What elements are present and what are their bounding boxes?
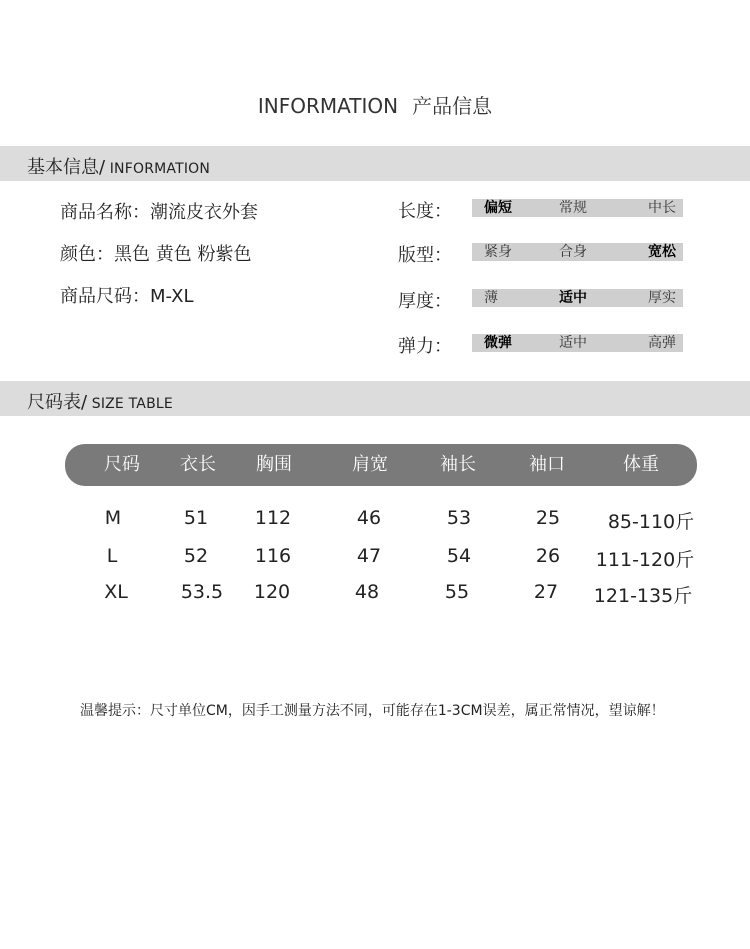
cell-sleeve: 53 [446,507,472,529]
header-cuff: 袖口 [529,454,565,475]
length-option-long: 中长 [648,200,676,216]
cell-chest: 112 [254,507,292,529]
elasticity-option-slight: 微弹 [484,335,512,351]
thickness-scale [472,289,683,307]
fit-label: 版型： [398,245,452,266]
cell-sleeve: 54 [446,545,472,567]
length-label: 长度： [398,201,452,222]
thickness-option-thick: 厚实 [648,290,676,306]
elasticity-option-medium: 适中 [559,335,587,351]
thickness-label: 厚度： [398,291,452,312]
basic-info-title-en: INFORMATION [105,161,211,177]
cell-cuff: 26 [535,545,561,567]
cell-size: XL [104,581,128,603]
cell-shoulder: 47 [356,545,382,567]
product-sizes: 商品尺码：M-XL [60,286,194,307]
cell-shoulder: 48 [354,581,380,603]
cell-weight: 85-110斤 [607,511,695,533]
cell-size: L [106,545,118,567]
length-option-regular: 常规 [559,200,587,216]
size-footnote: 温馨提示：尺寸单位CM，因手工测量方法不同，可能存在1-3CM误差，属正常情况，望谅解！ [80,703,665,719]
header-size: 尺码 [104,454,140,475]
header-shoulder: 肩宽 [352,454,388,475]
elasticity-scale [472,334,683,352]
cell-shoulder: 46 [356,507,382,529]
header-weight: 体重 [623,454,659,475]
length-option-short: 偏短 [484,200,512,216]
thickness-option-thin: 薄 [484,290,498,306]
length-scale [472,199,683,217]
size-table-title-zh: 尺码表/ [27,392,88,413]
page-title-en: INFORMATION [257,94,399,118]
cell-size: M [104,507,122,529]
elasticity-label: 弹力： [398,336,452,357]
fit-option-regular: 合身 [559,244,587,260]
cell-weight: 111-120斤 [595,549,695,571]
thickness-option-medium: 适中 [559,290,587,306]
cell-chest: 120 [253,581,291,603]
fit-scale [472,243,683,261]
product-name: 商品名称：潮流皮衣外套 [60,202,258,223]
elasticity-option-high: 高弹 [648,335,676,351]
size-table-section-title [27,388,173,414]
cell-weight: 121-135斤 [593,585,693,607]
basic-info-title-zh: 基本信息/ [27,157,106,178]
header-sleeve: 袖长 [440,454,476,475]
size-table-section-bar [0,381,750,416]
size-table-title-en: SIZE TABLE [87,396,173,412]
cell-chest: 116 [254,545,292,567]
cell-cuff: 25 [535,507,561,529]
fit-option-slim: 紧身 [484,244,512,260]
header-length: 衣长 [180,454,216,475]
basic-info-section-bar [0,146,750,181]
size-table-header [65,444,697,486]
cell-cuff: 27 [533,581,559,603]
cell-length: 53.5 [180,581,224,603]
cell-length: 51 [183,507,209,529]
cell-length: 52 [183,545,209,567]
page-title [0,90,750,119]
header-chest: 胸围 [256,454,292,475]
basic-info-section-title [27,153,210,179]
fit-option-loose: 宽松 [648,244,676,260]
product-colors: 颜色：黑色 黄色 粉紫色 [60,244,252,265]
page-title-zh: 产品信息 [412,94,493,118]
cell-sleeve: 55 [444,581,470,603]
